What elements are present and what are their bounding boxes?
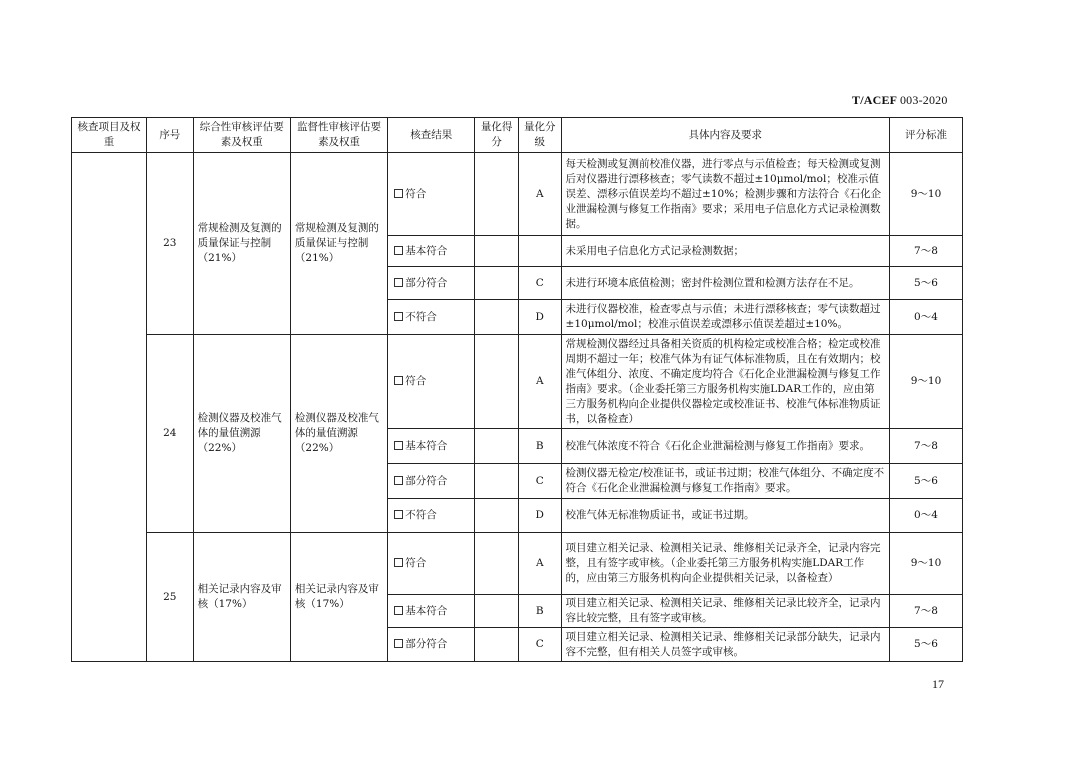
table-header-row	[72, 118, 963, 153]
header-cell: 量化得分	[475, 118, 519, 153]
content-cell: 检测仪器无检定/校准证书，或证书过期；校准气体组分、不确定度不符合《石化企业泄漏检测与修复工作指南》要求。	[561, 464, 889, 499]
seq-cell: 24	[147, 335, 194, 533]
grade-cell: C	[518, 628, 561, 662]
grade-cell: C	[518, 464, 561, 499]
header-cell: 序号	[147, 118, 194, 153]
table-row	[72, 533, 963, 595]
header-cell: 评分标准	[889, 118, 962, 153]
result-cell	[388, 533, 475, 595]
header-cell: 监督性审核评估要素及权重	[290, 118, 387, 153]
standard-cell: 5～6	[889, 628, 962, 662]
checkbox-icon[interactable]	[394, 639, 403, 648]
result-label: 部分符合	[405, 276, 448, 289]
document-code-prefix: T/ACEF	[852, 93, 897, 107]
standard-cell: 0～4	[889, 300, 962, 335]
checkbox-icon[interactable]	[394, 278, 403, 287]
header-cell: 核查项目及权重	[72, 118, 147, 153]
grade-cell: B	[518, 595, 561, 628]
result-cell	[388, 153, 475, 236]
content-cell: 校准气体无标准物质证书，或证书过期。	[561, 499, 889, 533]
checkbox-icon[interactable]	[394, 476, 403, 485]
result-cell	[388, 628, 475, 662]
score-cell	[475, 300, 519, 335]
score-cell	[475, 533, 519, 595]
standard-cell: 5～6	[889, 464, 962, 499]
header-cell: 核查结果	[388, 118, 475, 153]
header-cell: 综合性审核评估要素及权重	[193, 118, 290, 153]
result-label: 部分符合	[405, 474, 448, 487]
content-cell: 未进行环境本底值检测；密封件检测位置和检测方法存在不足。	[561, 267, 889, 300]
standard-cell: 9～10	[889, 153, 962, 236]
standard-cell: 5～6	[889, 267, 962, 300]
score-cell	[475, 429, 519, 464]
content-cell: 校准气体浓度不符合《石化企业泄漏检测与修复工作指南》要求。	[561, 429, 889, 464]
checkbox-icon[interactable]	[394, 312, 403, 321]
grade-cell	[518, 236, 561, 267]
grade-cell: B	[518, 429, 561, 464]
content-cell: 每天检测或复测前校准仪器，进行零点与示值检查；每天检测或复测后对仪器进行漂移核查；零气读数不超过±10μmol/mol；校准示值误差、漂移示值误差均不超过±10%；检测步骤和方法符合《石化企业泄漏检测与修复工作指南》要求；采用电子信息化方式记录检测数据。	[561, 153, 889, 236]
header-cell: 具体内容及要求	[561, 118, 889, 153]
result-label: 不符合	[405, 509, 437, 521]
content-cell: 项目建立相关记录、检测相关记录、维修相关记录比较齐全，记录内容比较完整，且有签字或审核。	[561, 595, 889, 628]
header-cell: 量化分级	[518, 118, 561, 153]
checkbox-icon[interactable]	[394, 558, 403, 567]
result-cell	[388, 464, 475, 499]
content-cell: 项目建立相关记录、检测相关记录、维修相关记录部分缺失，记录内容不完整，但有相关人员签字或审核。	[561, 628, 889, 662]
result-cell	[388, 499, 475, 533]
result-label: 符合	[405, 187, 427, 200]
seq-cell: 23	[147, 153, 194, 335]
checkbox-icon[interactable]	[394, 246, 403, 255]
checkbox-icon[interactable]	[394, 441, 403, 450]
result-label: 符合	[405, 375, 427, 387]
result-cell	[388, 300, 475, 335]
standard-cell: 0～4	[889, 499, 962, 533]
comprehensive-element-cell: 检测仪器及校准气体的量值溯源（22%）	[193, 335, 290, 533]
standard-cell: 7～8	[889, 429, 962, 464]
result-label: 不符合	[405, 310, 437, 323]
supervisory-element-cell: 相关记录内容及审核（17%）	[290, 533, 387, 662]
standard-cell: 9～10	[889, 533, 962, 595]
result-cell	[388, 236, 475, 267]
comprehensive-element-cell: 常规检测及复测的质量保证与控制（21%）	[193, 153, 290, 335]
grade-cell: D	[518, 300, 561, 335]
result-label: 基本符合	[405, 604, 448, 617]
checkbox-icon[interactable]	[394, 510, 403, 519]
grade-cell: D	[518, 499, 561, 533]
document-code	[852, 93, 948, 108]
score-cell	[475, 628, 519, 662]
document-code-number: 003-2020	[899, 93, 948, 107]
comprehensive-element-cell: 相关记录内容及审核（17%）	[193, 533, 290, 662]
standard-cell: 7～8	[889, 236, 962, 267]
score-cell	[475, 236, 519, 267]
supervisory-element-cell: 检测仪器及校准气体的量值溯源（22%）	[290, 335, 387, 533]
score-cell	[475, 499, 519, 533]
result-cell	[388, 429, 475, 464]
table-row	[72, 153, 963, 236]
score-cell	[475, 153, 519, 236]
grade-cell: A	[518, 533, 561, 595]
result-cell	[388, 335, 475, 429]
seq-cell: 25	[147, 533, 194, 662]
page-number: 17	[932, 677, 944, 691]
result-label: 基本符合	[405, 439, 448, 452]
content-cell: 未进行仪器校准，检查零点与示值；未进行漂移核查；零气读数超过±10μmol/mol；校准示值误差或漂移示值误差超过±10%。	[561, 300, 889, 335]
audit-table	[71, 117, 963, 662]
grade-cell: C	[518, 267, 561, 300]
content-cell: 未采用电子信息化方式记录检测数据；	[561, 236, 889, 267]
category-cell	[72, 153, 147, 662]
supervisory-element-cell: 常规检测及复测的质量保证与控制（21%）	[290, 153, 387, 335]
result-cell	[388, 267, 475, 300]
standard-cell: 9～10	[889, 335, 962, 429]
checkbox-icon[interactable]	[394, 189, 403, 198]
standard-cell: 7～8	[889, 595, 962, 628]
result-label: 基本符合	[405, 244, 448, 257]
score-cell	[475, 267, 519, 300]
score-cell	[475, 464, 519, 499]
content-cell: 常规检测仪器经过具备相关资质的机构检定或校准合格；检定或校准周期不超过一年；校准气体为有证气体标准物质，且在有效期内；校准气体组分、浓度、不确定度均符合《石化企业泄漏检测与修复工作指南》要求。（企业委托第三方服务机构实施LDAR工作的，应由第三方服务机构向企业提供仪器检定或校准证书、校准气体标准物质证书，以备检查）	[561, 335, 889, 429]
result-cell	[388, 595, 475, 628]
table-row	[72, 335, 963, 429]
score-cell	[475, 335, 519, 429]
result-label: 部分符合	[405, 638, 448, 650]
grade-cell: A	[518, 335, 561, 429]
grade-cell: A	[518, 153, 561, 236]
checkbox-icon[interactable]	[394, 606, 403, 615]
checkbox-icon[interactable]	[394, 376, 403, 385]
content-cell: 项目建立相关记录、检测相关记录、维修相关记录齐全，记录内容完整，且有签字或审核。（企业委托第三方服务机构实施LDAR工作的，应由第三方服务机构向企业提供相关记录，以备检查）	[561, 533, 889, 595]
result-label: 符合	[405, 557, 427, 569]
score-cell	[475, 595, 519, 628]
